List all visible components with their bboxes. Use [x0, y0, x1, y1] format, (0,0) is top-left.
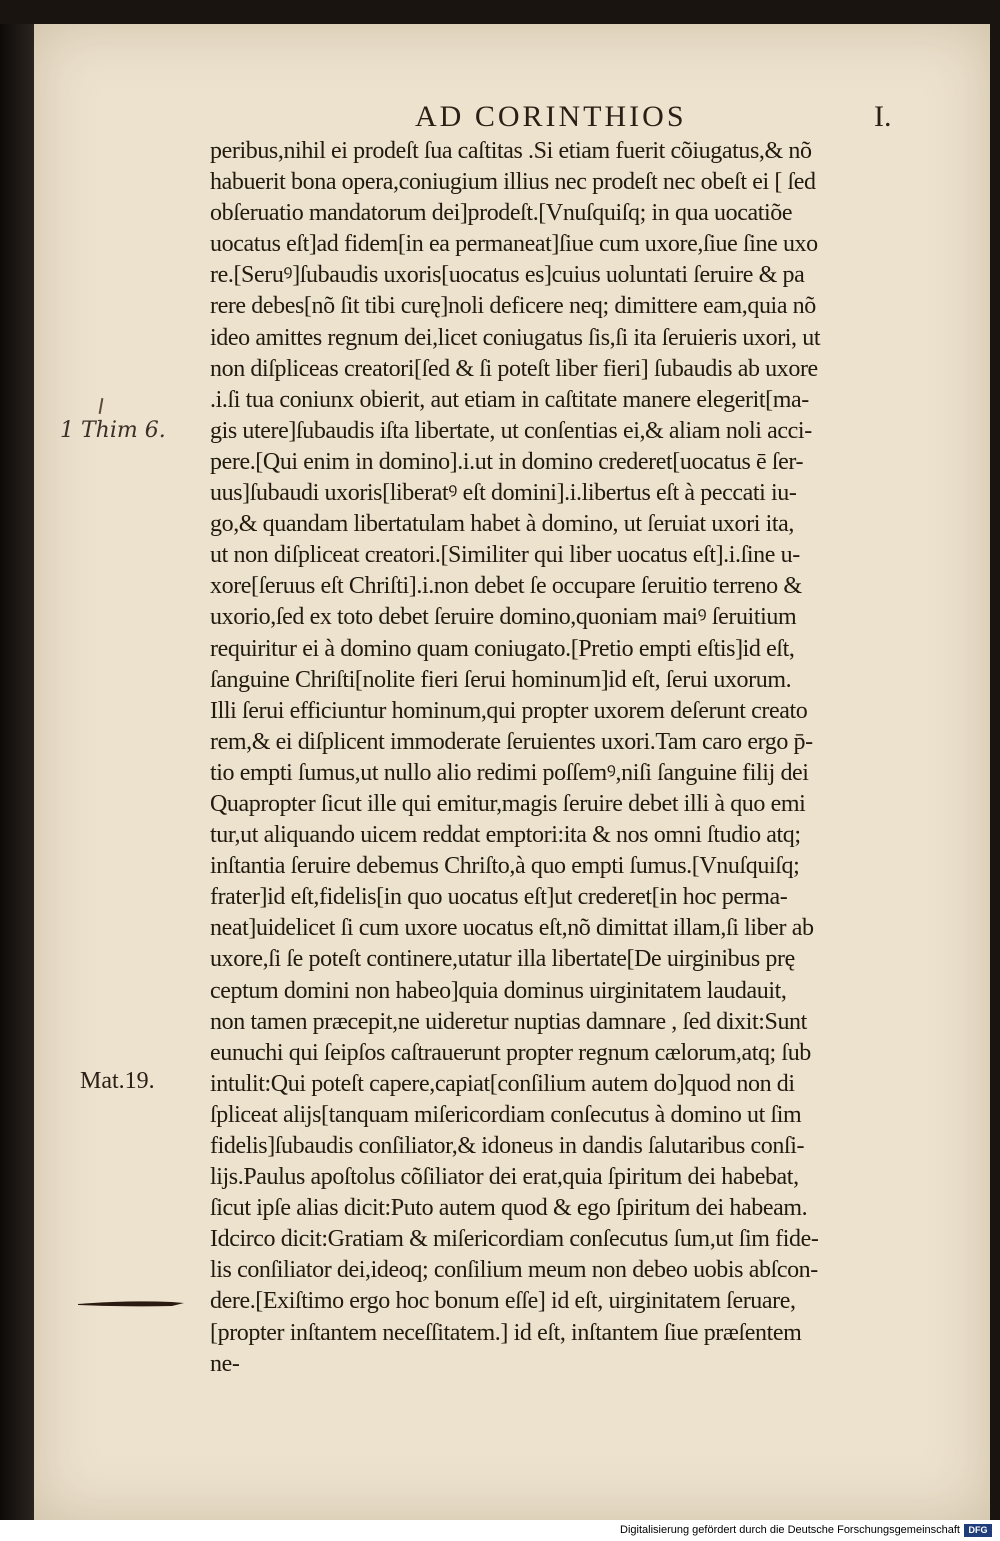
text-line: ſpliceat alijs[tanquam miſericordiam conſecutus à domino ut ſim — [210, 1101, 802, 1128]
text-line: Quapropter ſicut ille qui emitur,magis ſeruire debet illi à quo emi — [210, 790, 806, 817]
text-line: tur,ut aliquando uicem reddat emptori:ita & nos omni ſtudio atq; — [210, 822, 801, 849]
text-line: pere.[Qui enim in domino].i.ut in domino crederet[uocatus ē ſer- — [210, 448, 804, 475]
text-line: uus]ſubaudi uxoris[liberatꝰ eſt domini].i.libertus eſt à peccati iu- — [210, 480, 797, 507]
text-line: go,& quandam libertatulam habet à domino, ut ſeruiat uxori ita, — [210, 511, 794, 538]
text-line: lijs.Paulus apoſtolus cõſiliator dei erat,quia ſpiritum dei habebat, — [210, 1164, 799, 1191]
running-head: AD CORINTHIOS — [415, 100, 687, 133]
text-line: eunuchi qui ſeipſos caſtrauerunt propter regnum cælorum,atq; ſub — [210, 1039, 811, 1066]
printed-margin-reference: Mat.19. — [80, 1068, 155, 1094]
text-line: rere debes[nõ ſit tibi curę]noli deficere neq; dimittere eam,quia nõ — [210, 293, 816, 320]
text-line: non tamen præcepit,ne uideretur nuptias damnare , ſed dixit:Sunt — [210, 1008, 807, 1035]
text-line: uocatus eſt]ad fidem[in ea permaneat]ſiue cum uxore,ſiue ſine uxo — [210, 231, 818, 258]
text-line: ne- — [210, 1350, 240, 1377]
text-line: obſeruatio mandatorum dei]prodeſt.[Vnuſquiſq; in qua uocatiõe — [210, 200, 793, 227]
text-line: ceptum domini non habeo]quia dominus uirginitatem laudauit, — [210, 977, 787, 1004]
body-text — [210, 136, 970, 1380]
text-line: ut non diſpliceat creatori.[Similiter qui liber uocatus eſt].i.ſine u- — [210, 542, 800, 569]
text-line: rem,& ei diſplicent immoderate ſeruientes uxori.Tam caro ergo p̄- — [210, 728, 813, 755]
text-line: intulit:Qui poteſt capere,capiat[conſilium autem do]quod non di — [210, 1070, 795, 1097]
text-line: uxore,ſi ſe poteſt continere,utatur illa libertate[De uirginibus prę — [210, 946, 795, 973]
text-line: ideo amittes regnum dei,licet coniugatus ſis,ſi ita ſeruieris uxori, ut — [210, 324, 821, 351]
text-line: fidelis]ſubaudis conſiliator,& idoneus in dandis ſalutaribus conſi- — [210, 1133, 805, 1159]
text-line: ſanguine Chriſti[nolite fieri ſerui hominum]id eſt, ſerui uxorum. — [210, 666, 792, 693]
text-line: uxorio,ſed ex toto debet ſeruire domino,quoniam maiꝰ ſeruitium — [210, 604, 797, 631]
text-line: non diſpliceas creatori[ſed & ſi poteſt liber fieri] ſubaudis ab uxore — [210, 355, 818, 382]
text-line: lis conſiliator dei,ideoq; conſilium meum non debeo uobis abſcon- — [210, 1257, 818, 1284]
text-line: frater]id eſt,fidelis[in quo uocatus eſt]ut crederet[in hoc perma- — [210, 884, 788, 911]
text-line: Illi ſerui efficiuntur hominum,qui propter uxorem deſerunt creato — [210, 697, 808, 724]
text-line: .i.ſi tua coniunx obierit, aut etiam in caſtitate manere elegerit[ma- — [210, 386, 809, 413]
text-line: neat]uidelicet ſi cum uxore uocatus eſt,nõ dimittat illam,ſi liber ab — [210, 915, 814, 942]
text-line: ſicut ipſe alias dicit:Puto autem quod & ego ſpiritum dei habeam. — [210, 1195, 808, 1222]
folio-number: I. — [874, 100, 892, 133]
text-line: requiritur ei à domino quam coniugato.[Pretio empti eſtis]id eſt, — [210, 635, 795, 662]
footer-credit: Digitalisierung gefördert durch die Deutsche Forschungsgemeinschaft — [620, 1524, 960, 1536]
book-binding — [0, 24, 34, 1520]
dfg-logo: DFG — [964, 1524, 992, 1537]
text-line: gis utere]ſubaudis iſta libertate, ut conſentias ei,& aliam noli acci- — [210, 417, 812, 444]
ink-pointer-mark — [76, 1296, 186, 1310]
text-line: Idcirco dicit:Gratiam & miſericordiam conſecutus ſum,ut ſim fide- — [210, 1226, 819, 1253]
text-line: re.[Seruꝰ]ſubaudis uxoris[uocatus es]cuius uoluntati ſeruire & pa — [210, 262, 805, 289]
text-line: inſtantia ſeruire debemus Chriſto,à quo empti ſumus.[Vnuſquiſq; — [210, 853, 800, 880]
text-line: peribus,nihil ei prodeſt ſua caſtitas .Si etiam fuerit cõiugatus,& nõ — [210, 138, 812, 164]
text-line: tio empti ſumus,ut nullo alio redimi poſſemꝰ,niſi ſanguine filij dei — [210, 759, 809, 786]
digitization-footer — [0, 1520, 1000, 1541]
text-line: habuerit bona opera,coniugium illius nec prodeſt nec obeſt ei [ ſed — [210, 169, 816, 196]
text-line: dere.[Exiſtimo ergo hoc bonum eſſe] id eſt, uirginitatem ſeruare, — [210, 1288, 796, 1315]
text-line: [propter inſtantem neceſſitatem.] id eſt, inſtantem ſiue præſentem — [210, 1319, 802, 1346]
handwritten-margin-reference: 1 Thim 6. — [60, 418, 166, 443]
text-line: xore[ſeruus eſt Chriſti].i.non debet ſe occupare ſeruitio terreno & — [210, 573, 802, 600]
